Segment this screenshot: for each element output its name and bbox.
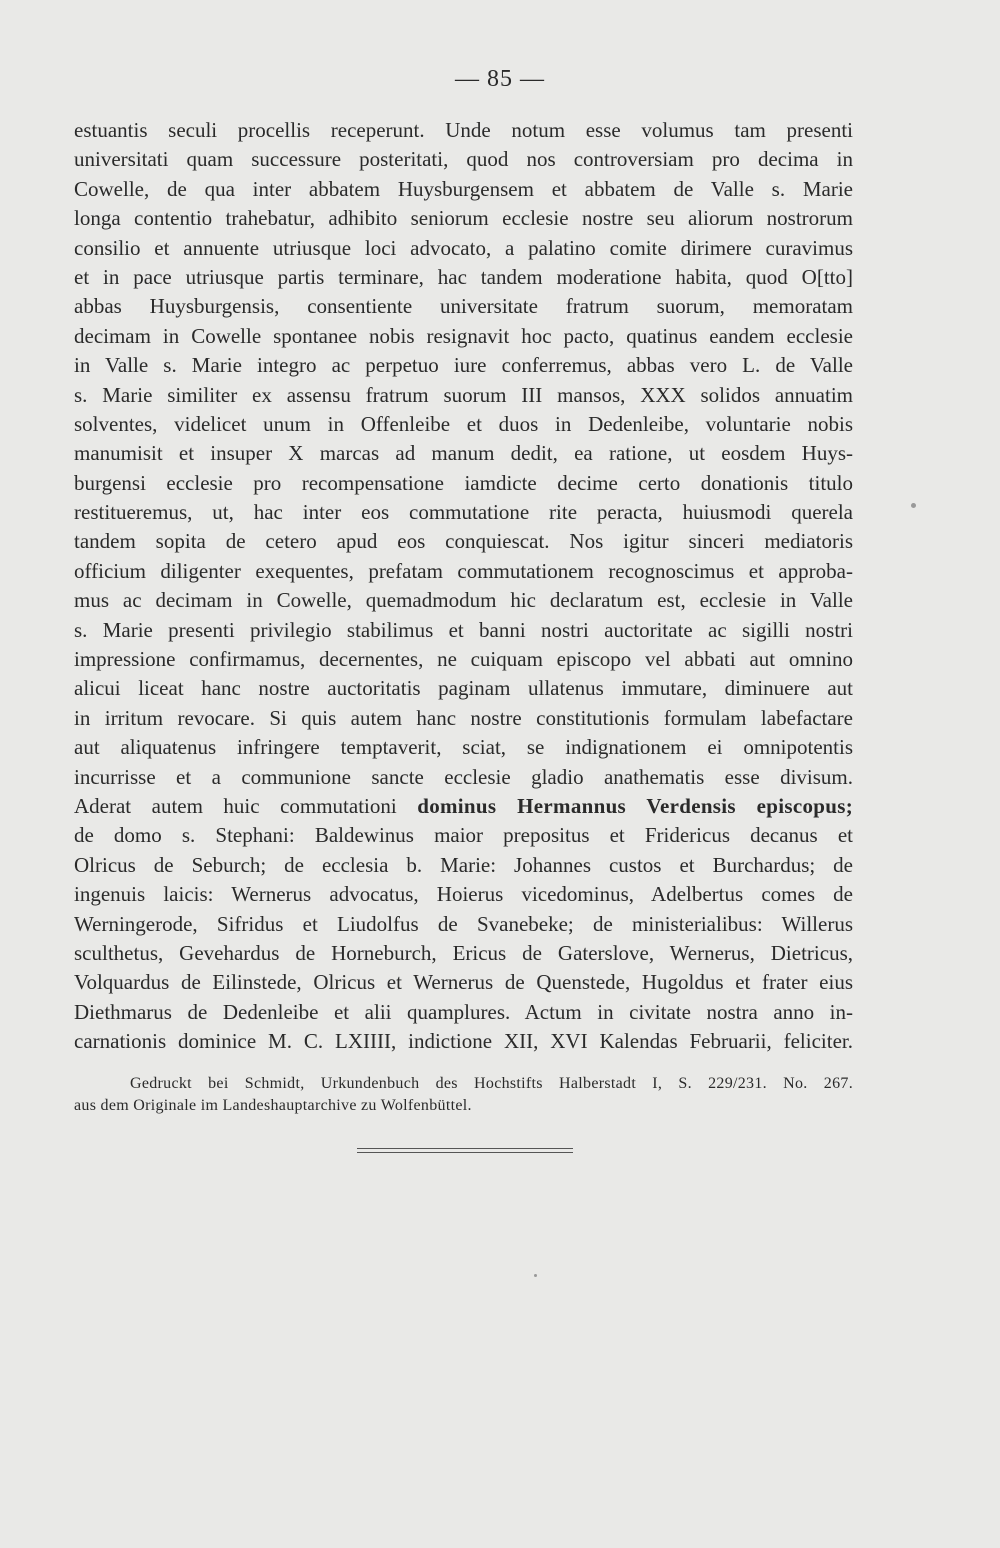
text-line: sculthetus, Gevehardus de Horneburch, Ericus de Gaterslove, Wernerus, Dietricus, <box>74 940 853 965</box>
text-line: Werningerode, Sifridus et Liudolfus de Svanebeke; de ministerialibus: Willerus <box>74 911 853 936</box>
bold-name-segment: dominus Hermannus Verdensis episcopus; <box>417 793 854 818</box>
text-line: Volquardus de Eilinstede, Olricus et Wernerus de Quenstede, Hugoldus et frater eius <box>74 970 853 995</box>
text-line: solventes, videlicet unum in Offenleibe et duos in Dedenleibe, voluntarie nobis <box>74 411 853 436</box>
text-line: ingenuis laicis: Wernerus advocatus, Hoierus vicedominus, Adelbertus comes de <box>74 882 853 907</box>
text-line: burgensi ecclesie pro recompensatione iamdicte decime certo donationis titulo <box>74 470 853 495</box>
footnote <box>74 1073 853 1117</box>
text-line: universitati quam successure posteritati, quod nos controversiam pro decima in <box>74 147 853 172</box>
body-text <box>74 116 853 1057</box>
text-line: Olricus de Seburch; de ecclesia b. Marie: Johannes custos et Burchardus; de <box>74 852 853 877</box>
text-line: restitueremus, ut, hac inter eos commutatione rite peracta, huiusmodi querela <box>74 500 853 525</box>
text-line: alicui liceat hanc nostre auctoritatis paginam ullatenus immutare, diminuere aut <box>74 676 853 701</box>
text-line: abbas Huysburgensis, consentiente universitate fratrum suorum, memoratam <box>74 294 853 319</box>
page-number: — 85 — <box>455 66 545 92</box>
text-segment: Aderat autem huic commutationi <box>74 793 397 818</box>
text-line: mus ac decimam in Cowelle, quemadmodum hic declaratum est, ecclesie in Valle <box>74 588 853 613</box>
footnote-line: Gedruckt bei Schmidt, Urkundenbuch des Hochstifts Halberstadt I, S. 229/231. No. 267. <box>130 1075 853 1092</box>
text-line: impressione confirmamus, decernentes, ne cuiquam episcopo vel abbati aut omnino <box>74 647 853 672</box>
text-line: aut aliquatenus infringere temptaverit, sciat, se indignationem ei omnipotentis <box>74 735 853 760</box>
text-line: estuantis seculi procellis receperunt. Unde notum esse volumus tam presenti <box>74 118 853 142</box>
text-line: longa contentio trahebatur, adhibito seniorum ecclesie nostre seu aliorum nostrorum <box>74 206 853 231</box>
paper-speck <box>911 503 916 508</box>
text-line: tandem sopita de cetero apud eos conquiescat. Nos igitur sinceri mediatoris <box>74 529 853 554</box>
text-line: consilio et annuente utriusque loci advocato, a palatino comite dirimere curavimus <box>74 235 853 260</box>
footnote-line: aus dem Originale im Landeshauptarchive zu Wolfenbüttel. <box>74 1097 472 1114</box>
text-line: decimam in Cowelle spontanee nobis resignavit hoc pacto, quatinus eandem ecclesie <box>74 323 853 348</box>
text-line: et in pace utriusque partis terminare, hac tandem moderatione habita, quod O[tto] <box>74 264 853 289</box>
text-line: Diethmarus de Dedenleibe et alii quamplures. Actum in civitate nostra anno in- <box>74 999 853 1024</box>
text-line: manumisit et insuper X marcas ad manum dedit, ea ratione, ut eosdem Huys- <box>74 441 853 466</box>
text-line: in Valle s. Marie integro ac perpetuo iure conferremus, abbas vero L. de Valle <box>74 353 853 378</box>
text-line-with-bold <box>74 792 853 821</box>
text-line: in irritum revocare. Si quis autem hanc nostre constitutionis formulam labefactare <box>74 705 853 730</box>
text-line: s. Marie similiter ex assensu fratrum suorum III mansos, XXX solidos annuatim <box>74 382 853 407</box>
text-line: officium diligenter exequentes, prefatam commutationem recognoscimus et approba- <box>74 558 853 583</box>
text-line: incurrisse et a communione sancte ecclesie gladio anathematis esse divisum. <box>74 764 853 789</box>
text-line: carnationis dominice M. C. LXIIII, indictione XII, XVI Kalendas Februarii, feliciter. <box>74 1029 853 1054</box>
closing-rule <box>357 1148 573 1153</box>
text-line: Cowelle, de qua inter abbatem Huysburgensem et abbatem de Valle s. Marie <box>74 176 853 201</box>
text-line: s. Marie presenti privilegio stabilimus et banni nostri auctoritate ac sigilli nostri <box>74 617 853 642</box>
paper-speck <box>534 1274 537 1277</box>
text-line: de domo s. Stephani: Baldewinus maior prepositus et Fridericus decanus et <box>74 823 853 848</box>
